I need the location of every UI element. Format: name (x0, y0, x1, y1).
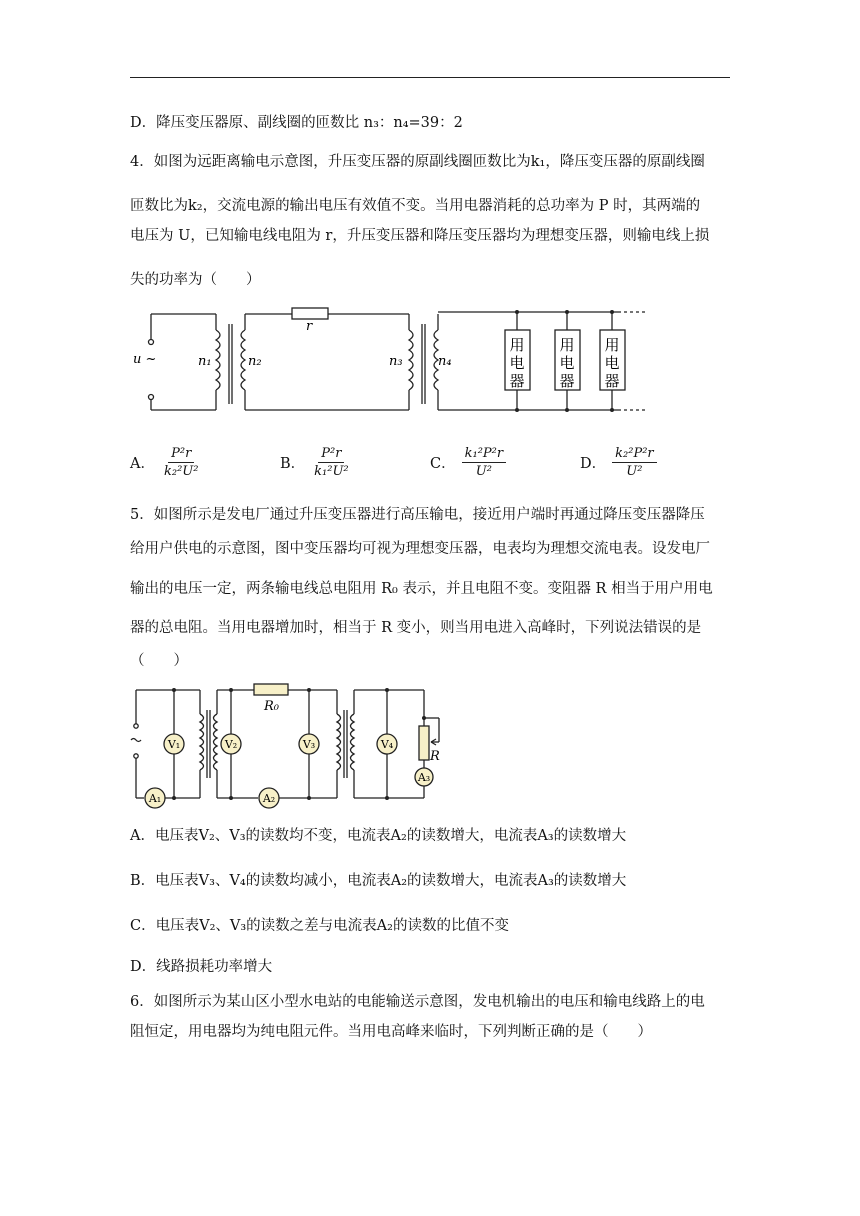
q5-option-d[interactable]: D．线路损耗功率增大 (130, 959, 273, 975)
q6-stem-line-2: 阻恒定，用电器均为纯电阻元件。当用电高峰来临时，下列判断正确的是（ ） (130, 1024, 652, 1040)
v3-label: V₃ (302, 738, 316, 751)
q4-option-c[interactable] (430, 445, 506, 480)
v1-label: V₁ (167, 738, 181, 751)
load-2-char-2: 电 (559, 354, 575, 372)
r-label: R (430, 749, 440, 764)
denominator: k₁²U² (314, 464, 349, 479)
option-letter: C． (430, 456, 456, 472)
q4-option-a[interactable] (130, 445, 201, 480)
q4-options (130, 445, 730, 495)
a3-label: A₃ (417, 771, 431, 784)
fraction (612, 445, 656, 480)
denominator: k₂²U² (163, 464, 199, 479)
load-2-char-3: 器 (559, 372, 575, 390)
q5-stem-line-1: 5．如图所示是发电厂通过升压变压器进行高压输电，接近用户端时再通过降压变压器降压 (130, 507, 705, 523)
q5-option-c[interactable]: C．电压表V₂、V₃的读数之差与电流表A₂的读数的比值不变 (130, 918, 509, 934)
source-label: u ~ (133, 352, 157, 367)
q6-stem-line-1: 6．如图所示为某山区小型水电站的电能输送示意图，发电机输出的电压和输电线路上的电 (130, 994, 705, 1010)
fraction (161, 445, 201, 480)
q3-option-d: D．降压变压器原、副线圈的匝数比 n₃：n₄=39：2 (130, 115, 463, 131)
n2-label: n₂ (248, 354, 262, 369)
a2-label: A₂ (262, 792, 276, 805)
v2-label: V₂ (224, 738, 238, 751)
header-rule (130, 77, 730, 78)
load-1-char-3: 器 (509, 372, 525, 390)
load-3-char-3: 器 (604, 372, 620, 390)
n3-label: n₃ (389, 354, 403, 369)
q4-transmission-diagram (128, 300, 658, 420)
q5-option-b[interactable]: B．电压表V₃、V₄的读数均减小，电流表A₂的读数增大，电流表A₃的读数增大 (130, 873, 627, 889)
denominator: U² (626, 464, 643, 479)
load-3-char-2: 电 (604, 354, 620, 372)
numerator: P²r (168, 445, 194, 463)
numerator: k₂²P²r (612, 445, 656, 463)
q4-stem-line-4: 失的功率为（ ） (130, 272, 261, 288)
load-2-char-1: 用 (559, 336, 575, 354)
q4-stem-line-2: 匝数比为k₂，交流电源的输出电压有效值不变。当用电器消耗的总功率为 P 时，其两端的 (130, 198, 701, 214)
option-letter: D． (580, 456, 607, 472)
load-3-char-1: 用 (604, 336, 620, 354)
option-letter: A． (130, 456, 155, 472)
denominator: U² (475, 464, 492, 479)
q5-stem-line-2: 给用户供电的示意图，图中变压器均可视为理想变压器，电表均为理想交流电表。设发电厂 (130, 541, 710, 557)
r0-label: R₀ (264, 699, 279, 714)
q4-stem-line-1: 4．如图为远距离输电示意图，升压变压器的原副线圈匝数比为k₁，降压变压器的原副线圈 (130, 154, 705, 170)
q5-option-a[interactable]: A．电压表V₂、V₃的读数均不变，电流表A₂的读数增大，电流表A₃的读数增大 (130, 828, 627, 844)
load-1-char-1: 用 (509, 336, 525, 354)
q5-stem-line-4: 器的总电阻。当用电器增加时，相当于 R 变小，则当用电进入高峰时，下列说法错误的是 (130, 620, 702, 636)
fraction (462, 445, 506, 480)
n1-label: n₁ (198, 354, 212, 369)
numerator: k₁²P²r (462, 445, 506, 463)
q5-stem-line-5: （ ） (130, 653, 188, 669)
load-1-char-2: 电 (509, 354, 525, 372)
n4-label: n₄ (438, 354, 452, 369)
q4-option-b[interactable] (280, 445, 352, 480)
numerator: P²r (318, 445, 344, 463)
q5-circuit-diagram (128, 680, 458, 810)
q5-stem-line-3: 输出的电压一定，两条输电线总电阻用 R₀ 表示，并且电阻不变。变阻器 R 相当于用户用电 (130, 581, 713, 597)
q4-option-d[interactable] (580, 445, 657, 480)
r-label: r (306, 319, 313, 334)
option-letter: B． (280, 456, 306, 472)
v4-label: V₄ (380, 738, 394, 751)
a1-label: A₁ (148, 792, 162, 805)
fraction (311, 445, 351, 480)
q4-stem-line-3: 电压为 U，已知输电线电阻为 r，升压变压器和降压变压器均为理想变压器，则输电线上损 (130, 228, 710, 244)
